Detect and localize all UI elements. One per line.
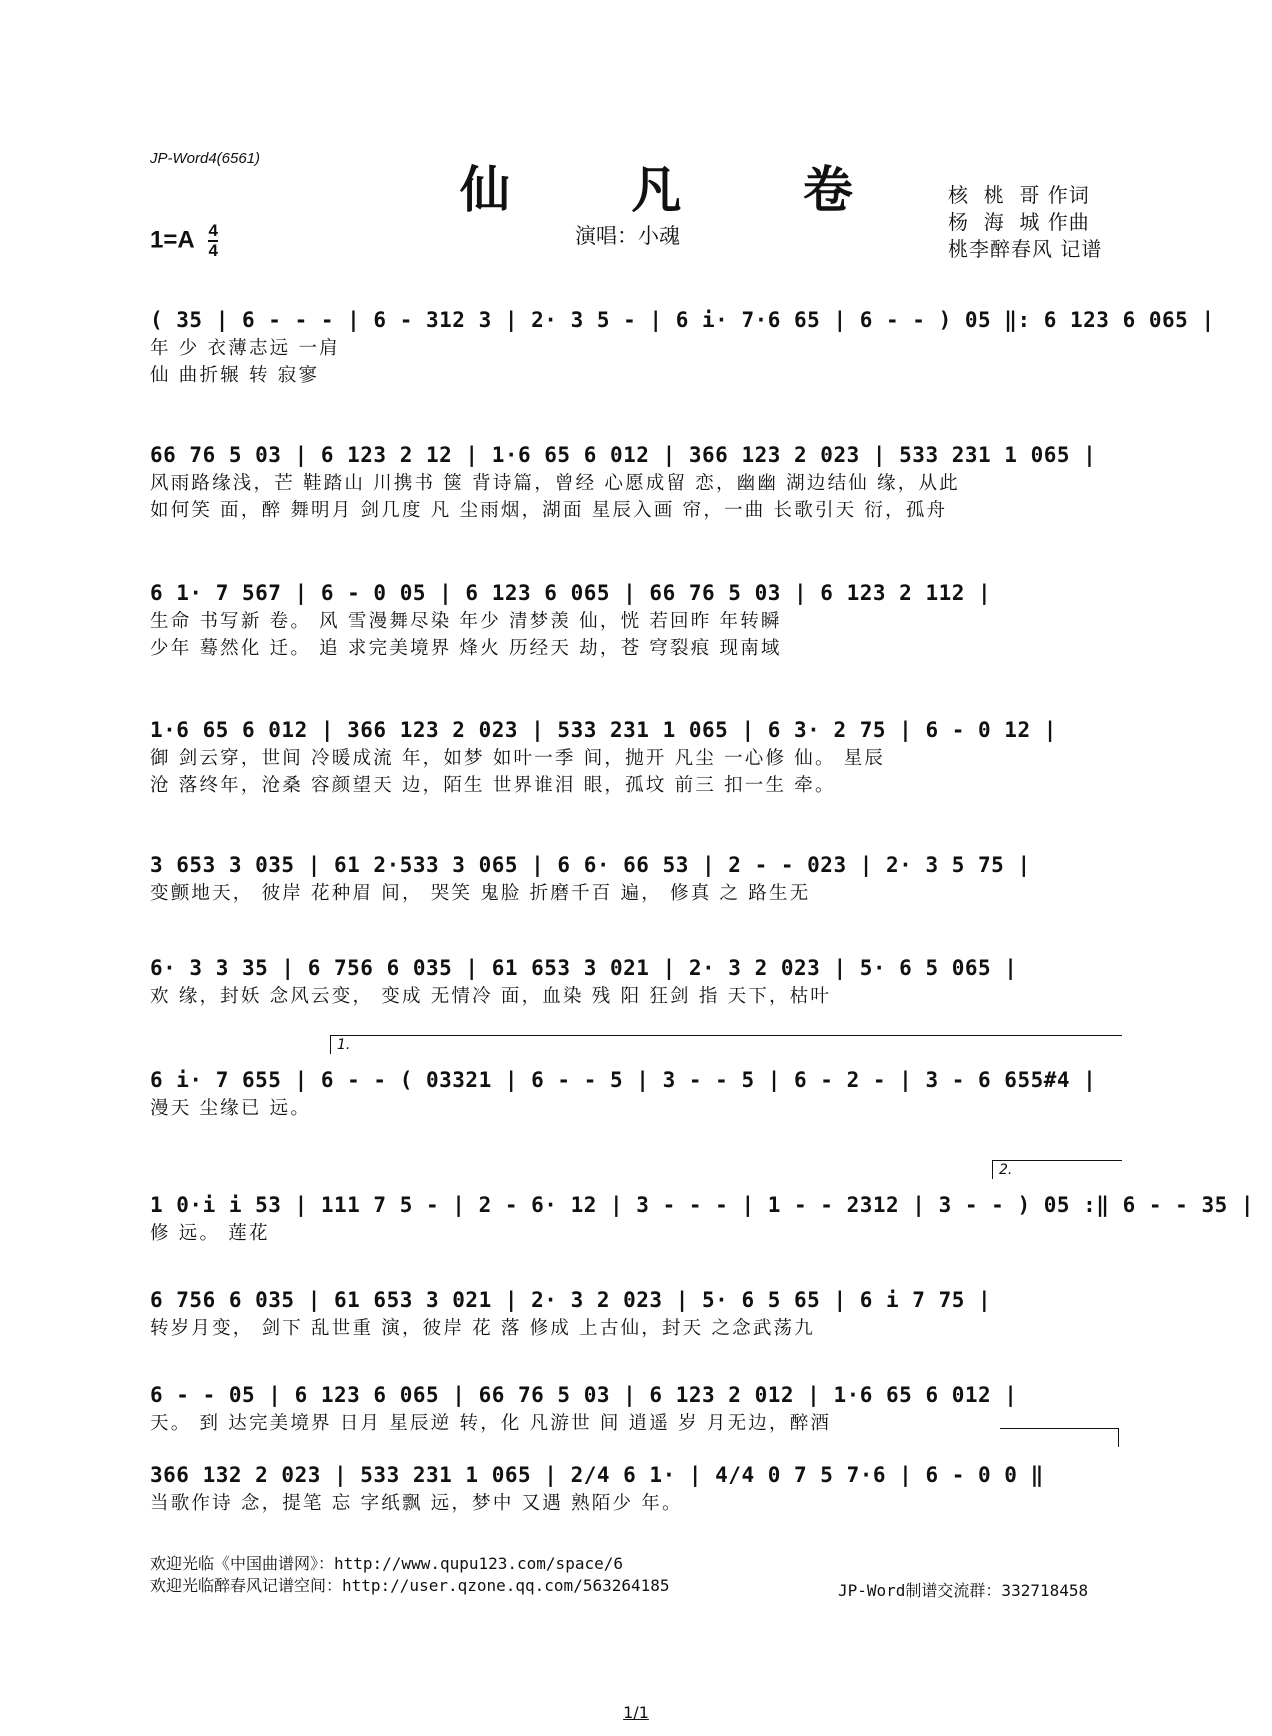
lyrics-line: 沧 落终年，沧桑 容颜望天 边，陌生 世界谁泪 眼，孤坟 前三 扣一生 牵。 [150,775,836,796]
second-ending-bracket [992,1160,1122,1179]
footer-links [150,1553,670,1597]
notation-line: 1·6 65 6 012 | 366 123 2 023 | 533 231 1 065 | 6 3· 2 75 | 6 - 0 12 | [150,718,1057,742]
lyrics-line: 少年 蓦然化 迁。 追 求完美境界 烽火 历经天 劫，苍 穹裂痕 现南域 [150,638,782,659]
lyrics-line: 年 少 衣薄志远 一肩 [150,338,340,359]
score-system [150,1065,1115,1122]
notation-line: 6 - - 05 | 6 123 6 065 | 66 76 5 03 | 6 123 2 012 | 1·6 65 6 012 | [150,1383,1018,1407]
score-system [150,1460,1115,1517]
footer-link-qupu[interactable]: 欢迎光临《中国曲谱网》：http://www.qupu123.com/space/6 [150,1554,623,1573]
time-signature [208,222,217,260]
score-system [150,440,1115,524]
score-system [150,715,1115,799]
lyrics-line: 御 剑云穿，世间 冷暖成流 年，如梦 如叶一季 间，抛开 凡尘 一心修 仙。 星辰 [150,748,886,769]
footer-link-qzone[interactable]: 欢迎光临醉春风记谱空间：http://user.qzone.qq.com/563264185 [150,1576,670,1595]
singer-credit: 演唱：小魂 [575,224,680,248]
score-system [150,953,1115,1010]
lyrics-line: 变颤地天， 彼岸 花种眉 间， 哭笑 鬼脸 折磨千百 遍， 修真 之 路生无 [150,883,811,904]
final-bracket [1000,1428,1119,1447]
software-tag: JP-Word4(6561) [150,150,261,167]
lyrics-line: 转岁月变， 剑下 乱世重 演，彼岸 花 落 修成 上古仙，封天 之念武荡九 [150,1318,815,1339]
lyricist-credit: 核 桃 哥 作词 [948,183,1090,207]
credits-block [948,182,1102,263]
first-ending-label: 1. [337,1037,351,1053]
time-sig-bottom: 4 [208,241,218,260]
second-ending-label: 2. [999,1162,1013,1178]
notation-line: 6 1· 7 567 | 6 - 0 05 | 6 123 6 065 | 66 76 5 03 | 6 123 2 112 | [150,581,992,605]
page-number-text: 1/1 [623,1703,649,1722]
footer-group: JP-Word制谱交流群：332718458 [838,1581,1089,1600]
notation-line: 6 i· 7 655 | 6 - - ( 03321 | 6 - - 5 | 3 - - 5 | 6 - 2 - | 3 - 6 655#4 | [150,1068,1097,1092]
time-sig-top: 4 [208,221,218,240]
score-system [150,305,1215,389]
lyrics-line: 仙 曲折辗 转 寂寥 [150,365,320,386]
score-system [150,1285,1115,1342]
score-system [150,850,1115,907]
notation-line: 3 653 3 035 | 61 2·533 3 065 | 6 6· 66 53 | 2 - - 023 | 2· 3 5 75 | [150,853,1031,877]
composer-credit: 杨 海 城 作曲 [948,210,1090,234]
score-system [150,1190,1255,1247]
lyrics-line: 生命 书写新 卷。 风 雪漫舞尽染 年少 清梦羡 仙，恍 若回昨 年转瞬 [150,611,782,632]
notation-line: 6· 3 3 35 | 6 756 6 035 | 61 653 3 021 | 2· 3 2 023 | 5· 6 5 065 | [150,956,1018,980]
page-number [0,1703,1272,1722]
lyrics-line: 天。 到 达完美境界 日月 星辰逆 转，化 凡游世 间 逍遥 岁 月无边，醉酒 [150,1413,832,1434]
score-system [150,1380,1115,1437]
song-title: 仙 凡 卷 [460,160,905,219]
lyrics-line: 欢 缘，封妖 念风云变， 变成 无情冷 面，血染 残 阳 狂剑 指 天下，枯叶 [150,986,832,1007]
key-label: 1=A [150,226,194,254]
transcriber-credit: 桃李醉春风 记谱 [948,237,1103,261]
notation-line: 1 0·i i 53 | 111 7 5 - | 2 - 6· 12 | 3 - - - | 1 - - 2312 | 3 - - ) 05 :‖ 6 - - 35 | [150,1193,1255,1217]
lyrics-line: 如何笑 面，醉 舞明月 剑几度 凡 尘雨烟，湖面 星辰入画 帘，一曲 长歌引天 衍，孤舟 [150,500,948,521]
lyrics-line: 修 远。 莲花 [150,1223,270,1244]
lyrics-line: 风雨路缘浅，芒 鞋踏山 川携书 箧 背诗篇，曾经 心愿成留 恋，幽幽 湖边结仙 缘，从此 [150,473,960,494]
notation-line: 366 132 2 023 | 533 231 1 065 | 2/4 6 1· | 4/4 0 7 5 7·6 | 6 - 0 0 ‖ [150,1463,1044,1487]
score-system [150,578,1115,662]
lyrics-line: 当歌作诗 念，提笔 忘 字纸飘 远，梦中 又遇 熟陌少 年。 [150,1493,683,1514]
lyrics-line: 漫天 尘缘已 远。 [150,1098,312,1119]
key-signature [150,222,218,260]
notation-line: 66 76 5 03 | 6 123 2 12 | 1·6 65 6 012 | 366 123 2 023 | 533 231 1 065 | [150,443,1097,467]
first-ending-bracket [330,1035,1122,1054]
notation-line: 6 756 6 035 | 61 653 3 021 | 2· 3 2 023 | 5· 6 5 65 | 6 i 7 75 | [150,1288,992,1312]
notation-line: ( 35 | 6 - - - | 6 - 312 3 | 2· 3 5 - | 6 i· 7·6 65 | 6 - - ) 05 ‖: 6 123 6 065 | [150,308,1215,332]
